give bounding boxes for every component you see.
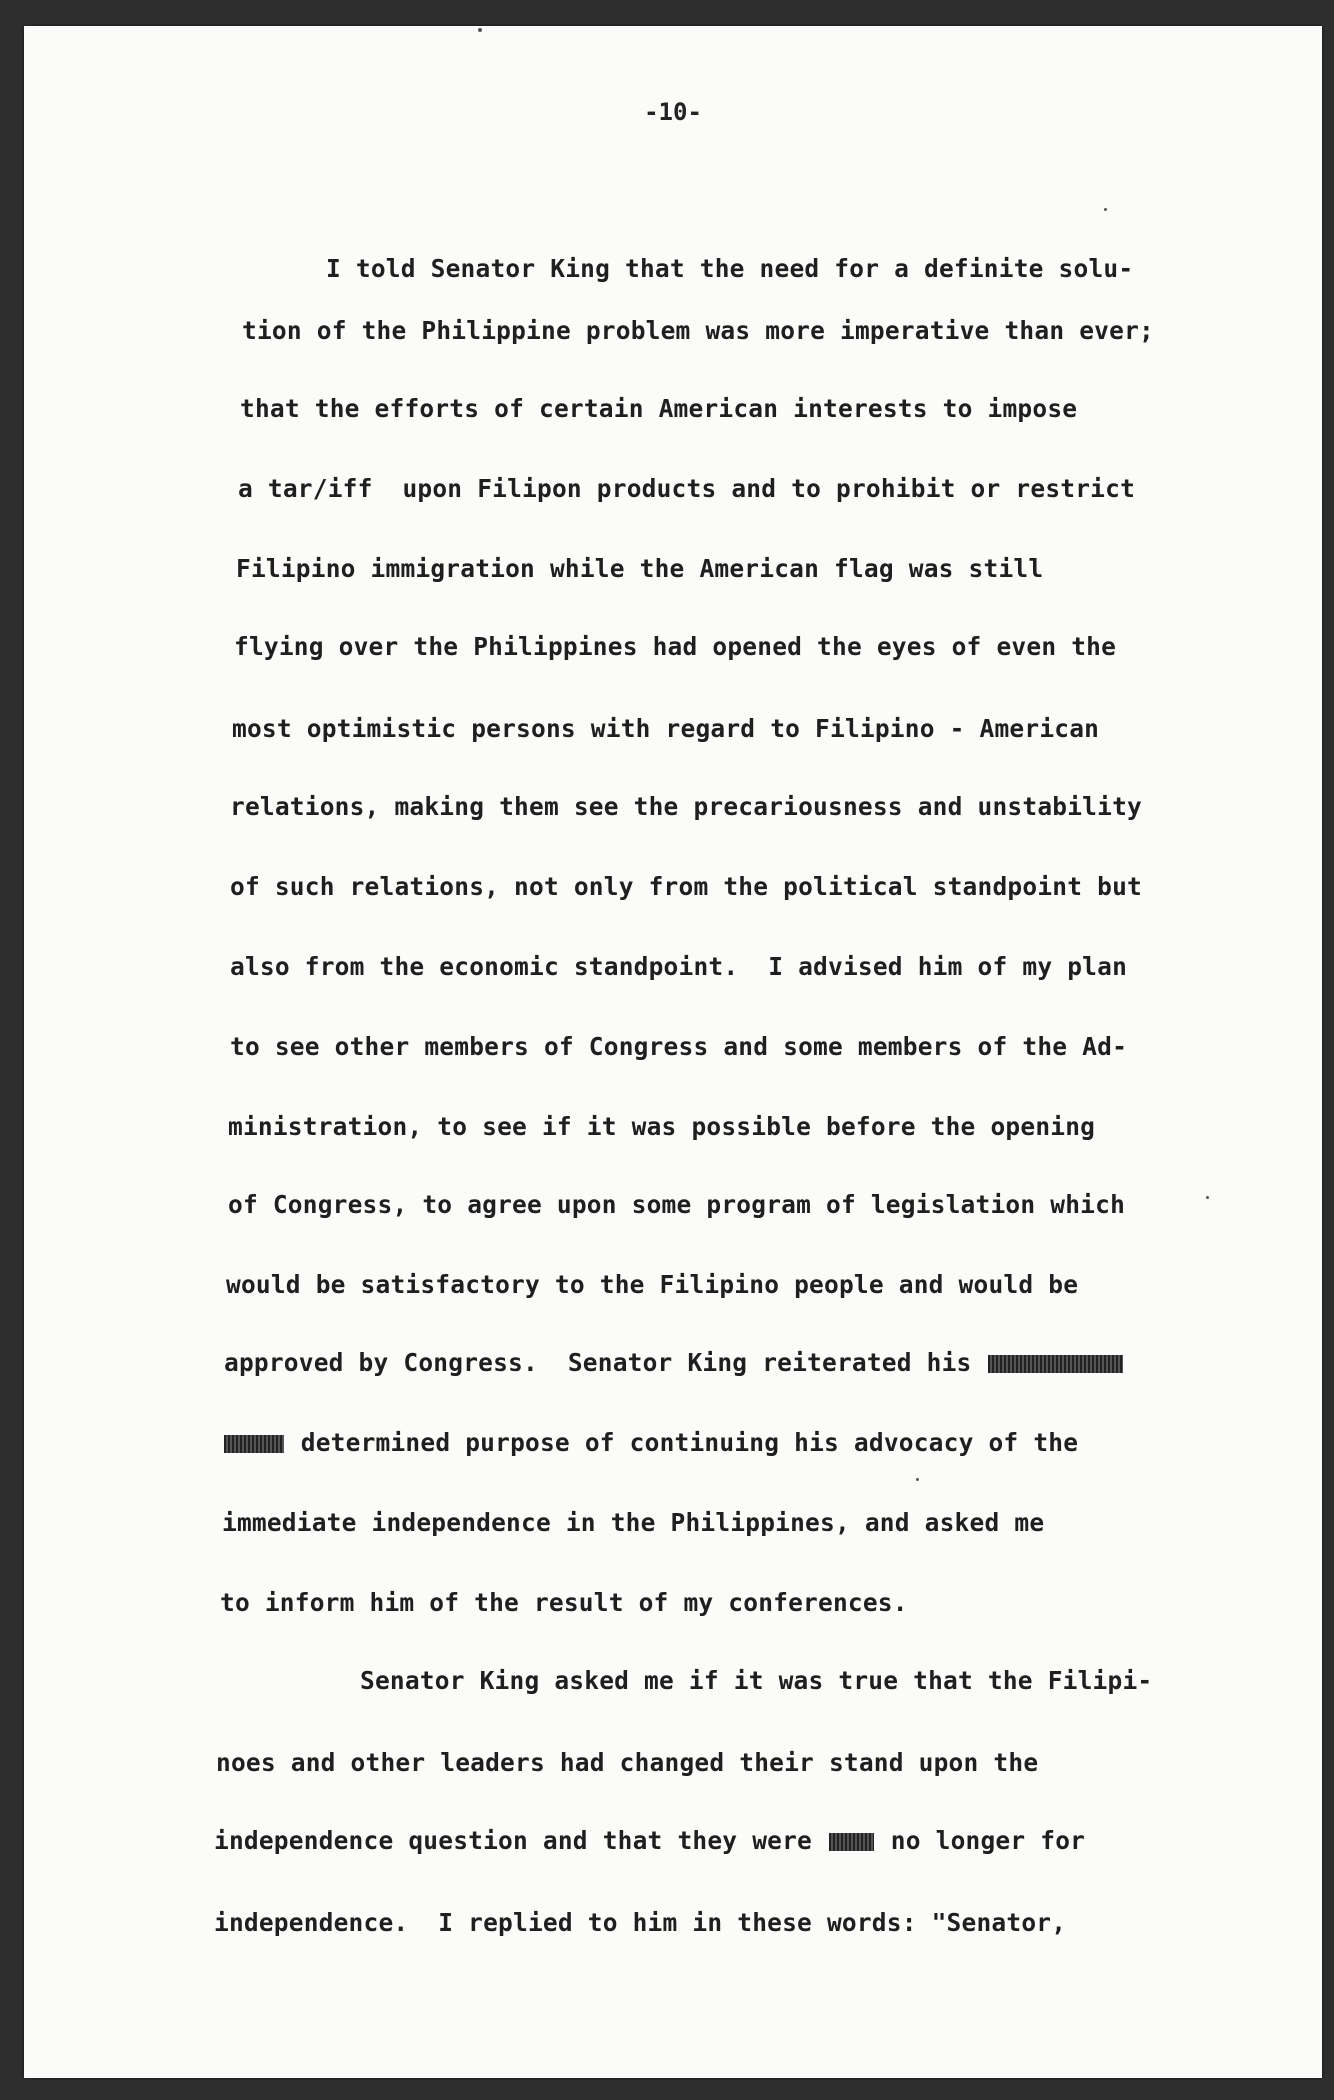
text-segment: independence question and that they were: [214, 1826, 827, 1855]
text-line: Filipino immigration while the American flag was still: [236, 554, 1044, 583]
text-line: immediate independence in the Philippines, and asked me: [222, 1508, 1045, 1537]
text-line: ministration, to see if it was possible before the opening: [228, 1112, 1096, 1141]
text-line: relations, making them see the precariousness and unstability: [230, 792, 1142, 821]
text-line: most optimistic persons with regard to Filipino - American: [232, 714, 1100, 743]
text-line: [214, 1826, 1085, 1855]
text-segment: approved by Congress. Senator King reiterated his: [224, 1348, 987, 1377]
text-line: [224, 1348, 1125, 1377]
page-number: -10-: [644, 98, 702, 126]
strikeout-mark: [829, 1833, 874, 1851]
text-line: of such relations, not only from the political standpoint but: [230, 872, 1142, 901]
text-segment: no longer for: [875, 1826, 1086, 1855]
text-line: independence. I replied to him in these words: "Senator,: [214, 1908, 1067, 1937]
text-line: tion of the Philippine problem was more imperative than ever;: [242, 316, 1154, 345]
text-line: that the efforts of certain American interests to impose: [240, 394, 1078, 423]
text-line: to see other members of Congress and some members of the Ad-: [230, 1032, 1128, 1061]
text-line: to inform him of the result of my conferences.: [220, 1588, 908, 1617]
strikeout-mark: [224, 1435, 284, 1453]
document-page: [24, 26, 1322, 2078]
scan-speck: [1104, 208, 1107, 211]
text-line: I told Senator King that the need for a definite solu-: [326, 254, 1134, 283]
text-line: Senator King asked me if it was true that the Filipi-: [360, 1666, 1153, 1695]
text-segment: determined purpose of continuing his advocacy of the: [285, 1428, 1079, 1457]
text-line: a tar/iff upon Filipon products and to prohibit or restrict: [238, 474, 1136, 503]
text-line: noes and other leaders had changed their stand upon the: [216, 1748, 1039, 1777]
text-line: also from the economic standpoint. I advised him of my plan: [230, 952, 1128, 981]
text-line: would be satisfactory to the Filipino people and would be: [226, 1270, 1079, 1299]
text-line: of Congress, to agree upon some program of legislation which: [228, 1190, 1126, 1219]
scan-speck: [1206, 1196, 1209, 1199]
text-line: [222, 1428, 1078, 1457]
strikeout-mark: [988, 1355, 1123, 1373]
text-line: flying over the Philippines had opened the eyes of even the: [234, 632, 1117, 661]
scan-speck: [478, 28, 482, 32]
scan-speck: [916, 1478, 919, 1481]
